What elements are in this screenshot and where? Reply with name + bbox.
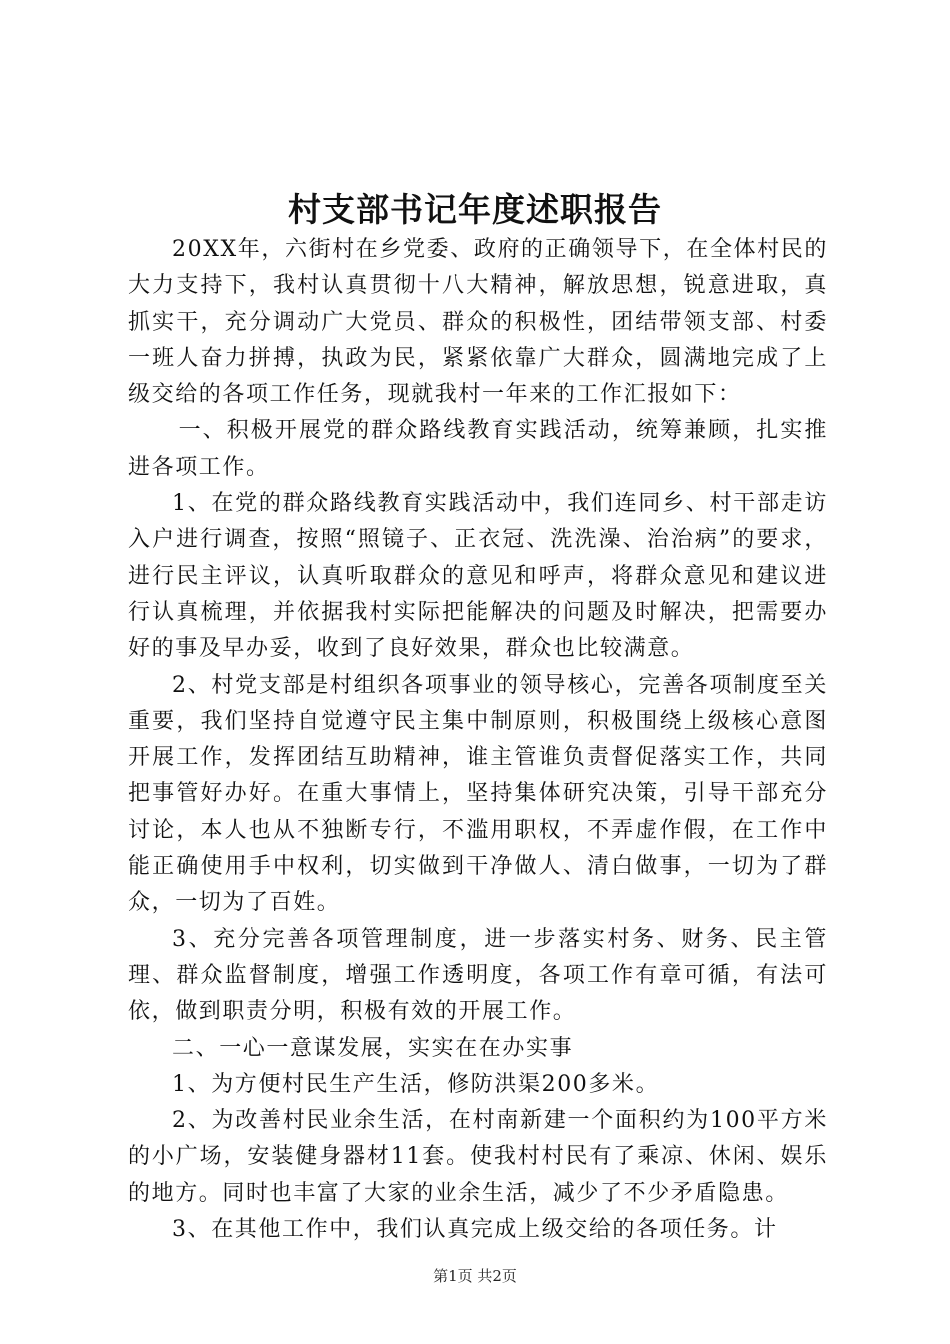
paragraph-1-1: 1、在党的群众路线教育实践活动中，我们连同乡、村干部走访入户进行调查，按照“照镜子、正衣冠、洗洗澡、治治病”的要求，进行民主评议，认真听取群众的意见和呼声，将群众意见和建议进行认真梳理，并依据我村实际把能解决的问题及时解决，把需要办好的事及早办妥，收到了良好效果，群众也比较满意。	[128, 491, 828, 662]
paragraph-1-3: 3、充分完善各项管理制度，进一步落实村务、财务、民主管理、群众监督制度，增强工作透明度，各项工作有章可循，有法可依，做到职责分明，积极有效的开展工作。	[128, 926, 828, 1025]
document-body	[128, 232, 828, 1248]
section-heading-1: 一、积极开展党的群众路线教育实践活动，统筹兼顾，扎实推进各项工作。	[128, 418, 828, 480]
section-heading-2: 二、一心一意谋发展，实实在在办实事	[172, 1035, 574, 1061]
paragraph-2-1: 1、为方便村民生产生活，修防洪渠200多米。	[172, 1071, 660, 1097]
paragraph-2-2: 2、为改善村民业余生活，在村南新建一个面积约为100平方米的小广场，安装健身器材11套。使我村村民有了乘凉、休闲、娱乐的地方。同时也丰富了大家的业余生活，减少了不少矛盾隐患。	[128, 1108, 828, 1206]
paragraph-intro: 20XX年，六街村在乡党委、政府的正确领导下，在全体村民的大力支持下，我村认真贯彻十八大精神，解放思想，锐意进取，真抓实干，充分调动广大党员、群众的积极性，团结带领支部、村委一班人奋力拼搏，执政为民，紧紧依靠广大群众，圆满地完成了上级交给的各项工作任务，现就我村一年来的工作汇报如下：	[128, 237, 828, 408]
paragraph-1-2: 2、村党支部是村组织各项事业的领导核心，完善各项制度至关重要，我们坚持自觉遵守民主集中制原则，积极围绕上级核心意图开展工作，发挥团结互助精神，谁主管谁负责督促落实工作，共同把事管好办好。在重大事情上，坚持集体研究决策，引导干部充分讨论，本人也从不独断专行，不滥用职权，不弄虚作假，在工作中能正确使用手中权利，切实做到干净做人、清白做事，一切为了群众，一切为了百姓。	[128, 672, 828, 916]
document-title: 村支部书记年度述职报告	[288, 190, 662, 229]
paragraph-2-3: 3、在其他工作中，我们认真完成上级交给的各项任务。计	[172, 1217, 778, 1243]
page-number-footer: 第1页 共2页	[433, 1267, 517, 1285]
